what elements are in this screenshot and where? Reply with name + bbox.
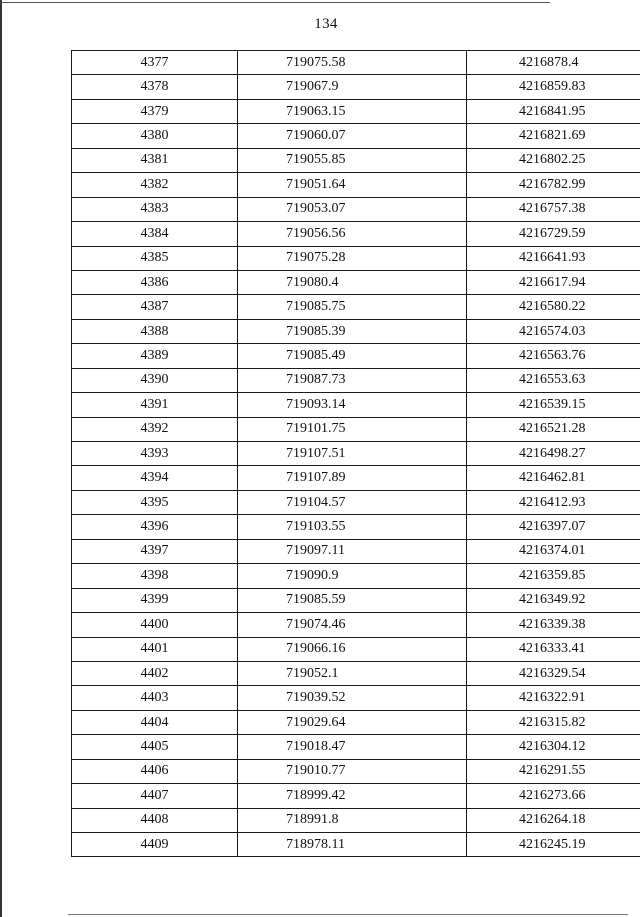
point-number-cell: 4381 xyxy=(72,148,238,172)
x-coordinate-cell: 719053.07 xyxy=(238,197,467,221)
x-coordinate-cell: 719097.11 xyxy=(238,539,467,563)
y-coordinate-cell: 4216841.95 xyxy=(467,99,640,123)
table-row xyxy=(72,173,640,197)
table-row xyxy=(72,222,640,246)
y-coordinate-cell: 4216757.38 xyxy=(467,197,640,221)
table-row xyxy=(72,808,640,832)
x-coordinate-cell: 719085.59 xyxy=(238,588,467,612)
y-coordinate-cell: 4216462.81 xyxy=(467,466,640,490)
point-number-cell: 4380 xyxy=(72,124,238,148)
point-number-cell: 4402 xyxy=(72,661,238,685)
y-coordinate-cell: 4216264.18 xyxy=(467,808,640,832)
y-coordinate-cell: 4216333.41 xyxy=(467,637,640,661)
x-coordinate-cell: 719075.58 xyxy=(238,51,467,75)
point-number-cell: 4389 xyxy=(72,344,238,368)
y-coordinate-cell: 4216878.4 xyxy=(467,51,640,75)
table-row xyxy=(72,417,640,441)
table-row xyxy=(72,99,640,123)
x-coordinate-cell: 719090.9 xyxy=(238,564,467,588)
x-coordinate-cell: 719080.4 xyxy=(238,270,467,294)
y-coordinate-cell: 4216359.85 xyxy=(467,564,640,588)
x-coordinate-cell: 719067.9 xyxy=(238,75,467,99)
table-row xyxy=(72,515,640,539)
x-coordinate-cell: 719085.75 xyxy=(238,295,467,319)
x-coordinate-cell: 719039.52 xyxy=(238,686,467,710)
y-coordinate-cell: 4216539.15 xyxy=(467,393,640,417)
x-coordinate-cell: 719101.75 xyxy=(238,417,467,441)
table-row xyxy=(72,393,640,417)
x-coordinate-cell: 718999.42 xyxy=(238,784,467,808)
point-number-cell: 4383 xyxy=(72,197,238,221)
x-coordinate-cell: 719066.16 xyxy=(238,637,467,661)
point-number-cell: 4394 xyxy=(72,466,238,490)
table-row xyxy=(72,637,640,661)
point-number-cell: 4395 xyxy=(72,490,238,514)
y-coordinate-cell: 4216412.93 xyxy=(467,490,640,514)
x-coordinate-cell: 719074.46 xyxy=(238,613,467,637)
point-number-cell: 4400 xyxy=(72,613,238,637)
table-row xyxy=(72,686,640,710)
point-number-cell: 4391 xyxy=(72,393,238,417)
table-row xyxy=(72,344,640,368)
y-coordinate-cell: 4216397.07 xyxy=(467,515,640,539)
x-coordinate-cell: 719107.51 xyxy=(238,442,467,466)
y-coordinate-cell: 4216859.83 xyxy=(467,75,640,99)
point-number-cell: 4404 xyxy=(72,710,238,734)
x-coordinate-cell: 719107.89 xyxy=(238,466,467,490)
point-number-cell: 4386 xyxy=(72,270,238,294)
page-number: 134 xyxy=(314,16,338,32)
table-row xyxy=(72,539,640,563)
point-number-cell: 4407 xyxy=(72,784,238,808)
point-number-cell: 4379 xyxy=(72,99,238,123)
x-coordinate-cell: 719093.14 xyxy=(238,393,467,417)
x-coordinate-cell: 719063.15 xyxy=(238,99,467,123)
x-coordinate-cell: 719104.57 xyxy=(238,490,467,514)
scan-bottom-rule xyxy=(68,914,628,915)
x-coordinate-cell: 719087.73 xyxy=(238,368,467,392)
point-number-cell: 4377 xyxy=(72,51,238,75)
table-row xyxy=(72,442,640,466)
y-coordinate-cell: 4216304.12 xyxy=(467,735,640,759)
table-row xyxy=(72,197,640,221)
point-number-cell: 4396 xyxy=(72,515,238,539)
table-row xyxy=(72,148,640,172)
y-coordinate-cell: 4216273.66 xyxy=(467,784,640,808)
table-row xyxy=(72,710,640,734)
point-number-cell: 4405 xyxy=(72,735,238,759)
x-coordinate-cell: 719029.64 xyxy=(238,710,467,734)
point-number-cell: 4388 xyxy=(72,319,238,343)
table-row xyxy=(72,564,640,588)
table-row xyxy=(72,246,640,270)
x-coordinate-cell: 719085.49 xyxy=(238,344,467,368)
table-row xyxy=(72,295,640,319)
point-number-cell: 4393 xyxy=(72,442,238,466)
table-row xyxy=(72,661,640,685)
point-number-cell: 4387 xyxy=(72,295,238,319)
y-coordinate-cell: 4216329.54 xyxy=(467,661,640,685)
y-coordinate-cell: 4216802.25 xyxy=(467,148,640,172)
x-coordinate-cell: 719018.47 xyxy=(238,735,467,759)
table-row xyxy=(72,124,640,148)
y-coordinate-cell: 4216617.94 xyxy=(467,270,640,294)
x-coordinate-cell: 719075.28 xyxy=(238,246,467,270)
coordinates-table-body xyxy=(72,51,640,857)
point-number-cell: 4378 xyxy=(72,75,238,99)
y-coordinate-cell: 4216339.38 xyxy=(467,613,640,637)
table-row xyxy=(72,51,640,75)
table-row xyxy=(72,735,640,759)
y-coordinate-cell: 4216729.59 xyxy=(467,222,640,246)
table-row xyxy=(72,75,640,99)
x-coordinate-cell: 719051.64 xyxy=(238,173,467,197)
x-coordinate-cell: 719085.39 xyxy=(238,319,467,343)
x-coordinate-cell: 719052.1 xyxy=(238,661,467,685)
y-coordinate-cell: 4216374.01 xyxy=(467,539,640,563)
y-coordinate-cell: 4216641.93 xyxy=(467,246,640,270)
y-coordinate-cell: 4216580.22 xyxy=(467,295,640,319)
y-coordinate-cell: 4216521.28 xyxy=(467,417,640,441)
y-coordinate-cell: 4216315.82 xyxy=(467,710,640,734)
point-number-cell: 4401 xyxy=(72,637,238,661)
scan-left-edge xyxy=(0,0,2,917)
point-number-cell: 4390 xyxy=(72,368,238,392)
x-coordinate-cell: 719060.07 xyxy=(238,124,467,148)
point-number-cell: 4408 xyxy=(72,808,238,832)
point-number-cell: 4397 xyxy=(72,539,238,563)
x-coordinate-cell: 719055.85 xyxy=(238,148,467,172)
point-number-cell: 4382 xyxy=(72,173,238,197)
table-row xyxy=(72,466,640,490)
scan-top-rule xyxy=(0,2,550,3)
table-row xyxy=(72,613,640,637)
point-number-cell: 4399 xyxy=(72,588,238,612)
table-row xyxy=(72,588,640,612)
point-number-cell: 4398 xyxy=(72,564,238,588)
table-row xyxy=(72,270,640,294)
x-coordinate-cell: 718991.8 xyxy=(238,808,467,832)
coordinates-table xyxy=(71,50,640,857)
table-row xyxy=(72,490,640,514)
y-coordinate-cell: 4216553.63 xyxy=(467,368,640,392)
point-number-cell: 4409 xyxy=(72,833,238,857)
x-coordinate-cell: 718978.11 xyxy=(238,833,467,857)
point-number-cell: 4392 xyxy=(72,417,238,441)
point-number-cell: 4385 xyxy=(72,246,238,270)
x-coordinate-cell: 719010.77 xyxy=(238,759,467,783)
y-coordinate-cell: 4216782.99 xyxy=(467,173,640,197)
table-row xyxy=(72,784,640,808)
x-coordinate-cell: 719103.55 xyxy=(238,515,467,539)
y-coordinate-cell: 4216563.76 xyxy=(467,344,640,368)
x-coordinate-cell: 719056.56 xyxy=(238,222,467,246)
y-coordinate-cell: 4216322.91 xyxy=(467,686,640,710)
table-row xyxy=(72,368,640,392)
y-coordinate-cell: 4216498.27 xyxy=(467,442,640,466)
y-coordinate-cell: 4216291.55 xyxy=(467,759,640,783)
point-number-cell: 4384 xyxy=(72,222,238,246)
point-number-cell: 4406 xyxy=(72,759,238,783)
y-coordinate-cell: 4216821.69 xyxy=(467,124,640,148)
table-row xyxy=(72,833,640,857)
y-coordinate-cell: 4216349.92 xyxy=(467,588,640,612)
y-coordinate-cell: 4216245.19 xyxy=(467,833,640,857)
point-number-cell: 4403 xyxy=(72,686,238,710)
table-row xyxy=(72,319,640,343)
table-row xyxy=(72,759,640,783)
y-coordinate-cell: 4216574.03 xyxy=(467,319,640,343)
